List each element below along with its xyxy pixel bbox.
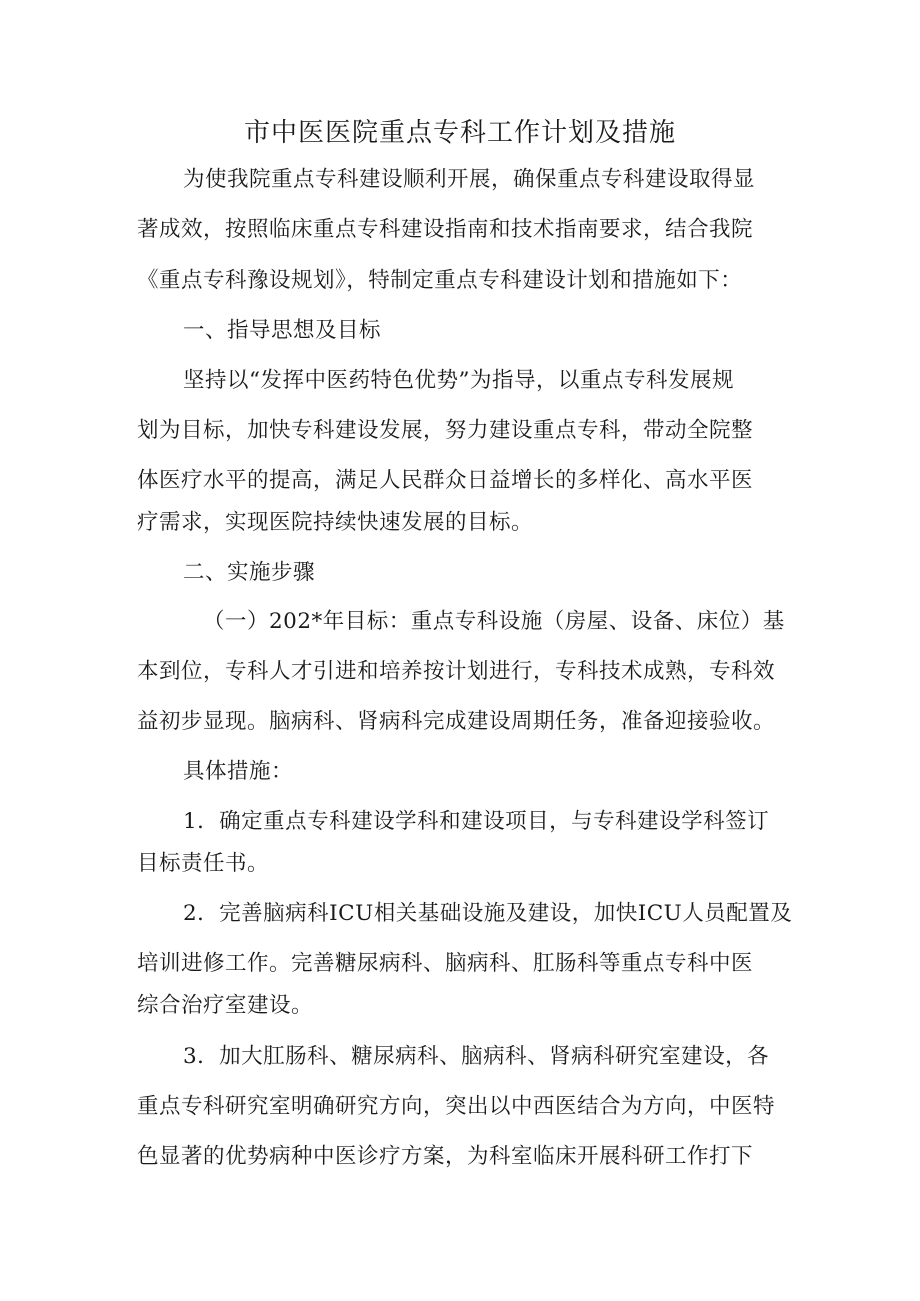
paragraph-line: 坚持以“发挥中医药特色优势”为指导，以重点专科发展规 bbox=[183, 368, 734, 393]
list-item-line: 培训进修工作。完善糖尿病科、脑病科、肛肠科等重点专科中医 bbox=[137, 951, 754, 976]
section-heading: 二、实施步骤 bbox=[183, 560, 316, 585]
paragraph-line: 著成效，按照临床重点专科建设指南和技术指南要求，结合我院 bbox=[137, 217, 754, 242]
list-item-line: 重点专科研究室明确研究方向，突出以中西医结合为方向，中医特 bbox=[137, 1094, 776, 1119]
paragraph-line: 本到位，专科人才引进和培养按计划进行，专科技术成熟，专科效 bbox=[137, 659, 776, 684]
paragraph-line: 《重点专科豫设规划》，特制定重点专科建设计划和措施如下： bbox=[137, 268, 743, 293]
list-item-line: 目标责任书。 bbox=[137, 851, 270, 876]
paragraph-line: （一）202*年目标：重点专科设施（房屋、设备、床位）基 bbox=[203, 609, 785, 634]
paragraph-line: 为使我院重点专科建设顺利开展，确保重点专科建设取得显 bbox=[183, 167, 756, 192]
list-item-line: 综合治疗室建设。 bbox=[137, 993, 314, 1018]
paragraph-line: 益初步显现。脑病科、肾病科完成建设周期任务，准备迎接验收。 bbox=[137, 709, 776, 734]
list-item-line: 1．确定重点专科建设学科和建设项目，与专科建设学科签订 bbox=[183, 809, 770, 834]
list-item-line: 2．完善脑病科ICU相关基础设施及建设，加快ICU人员配置及 bbox=[183, 901, 793, 926]
list-item-line: 色显著的优势病种中医诊疗方案，为科室临床开展科研工作打下 bbox=[137, 1144, 754, 1169]
paragraph-line: 体医疗水平的提高，满足人民群众日益增长的多样化、高水平医 bbox=[137, 468, 754, 493]
list-item-line: 3．加大肛肠科、糖尿病科、脑病科、肾病科研究室建设，各 bbox=[183, 1044, 770, 1069]
document-title: 市中医医院重点专科工作计划及措施 bbox=[243, 118, 676, 148]
paragraph-line: 划为目标，加快专科建设发展，努力建设重点专科，带动全院整 bbox=[137, 418, 754, 443]
section-heading: 一、指导思想及目标 bbox=[183, 318, 382, 343]
paragraph-line: 疗需求，实现医院持续快速发展的目标。 bbox=[137, 510, 534, 535]
paragraph-line: 具体措施： bbox=[183, 759, 294, 784]
